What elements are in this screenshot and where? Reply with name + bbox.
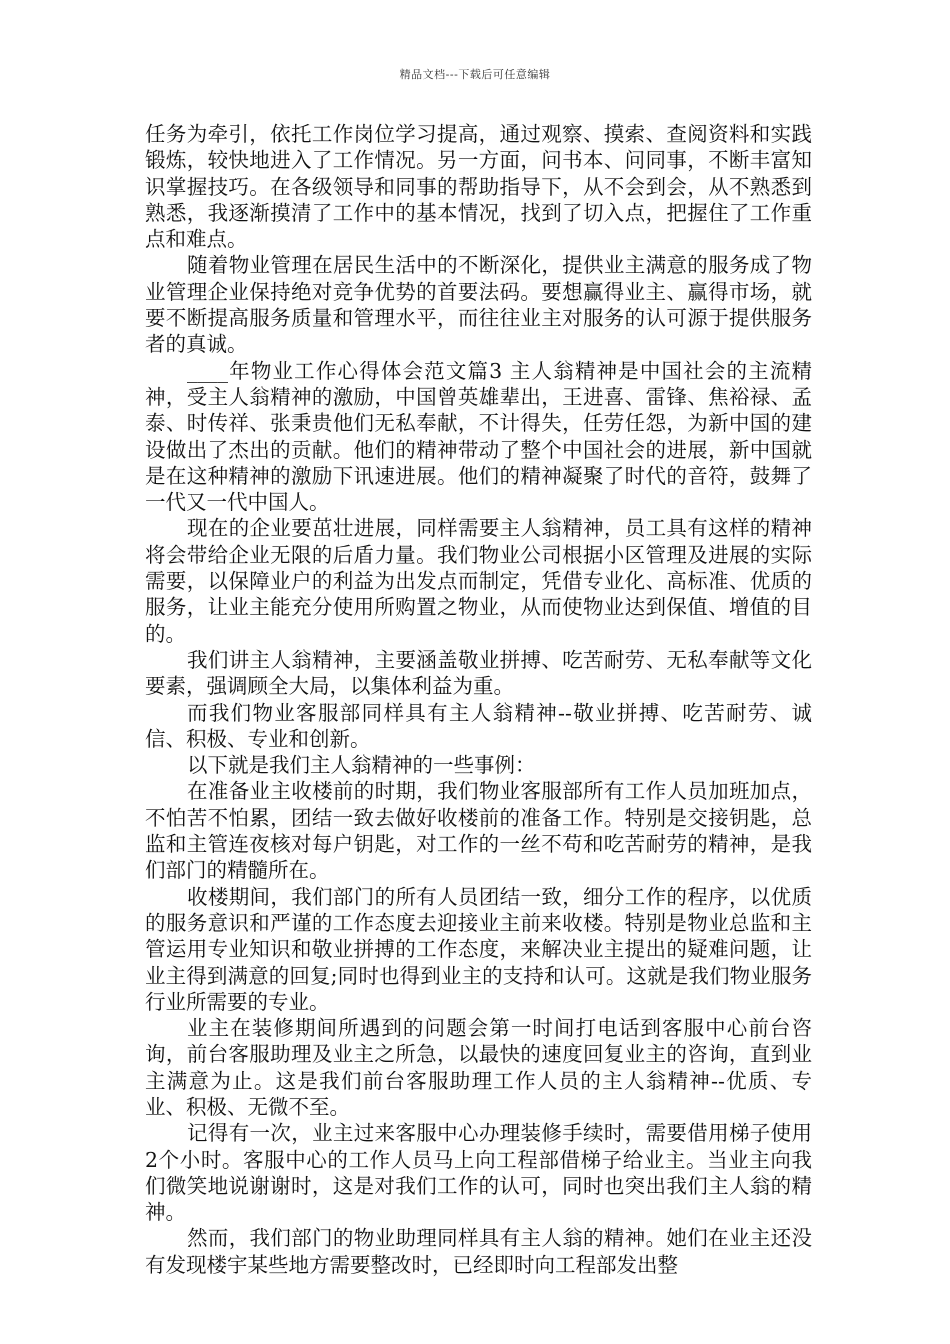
paragraph-2: 随着物业管理在居民生活中的不断深化，提供业主满意的服务成了物业管理企业保持绝对竞争优势的首要法码。要想赢得业主、赢得市场，就要不断提高服务质量和管理水平，而往往业主对服务的认可源于提供服务者的真诚。 — [145, 253, 812, 357]
document-body — [145, 121, 812, 1278]
page-header: 精品文档---下载后可任意编辑 — [399, 68, 551, 81]
paragraph-8: 在准备业主收楼前的时期，我们物业客服部所有工作人员加班加点，不怕苦不怕累，团结一致去做好收楼前的准备工作。特别是交接钥匙，总监和主管连夜核对每户钥匙，对工作的一丝不苟和吃苦耐劳的精神，是我们部门的精髓所在。 — [145, 779, 812, 883]
paragraph-1: 任务为牵引，依托工作岗位学习提高，通过观察、摸索、查阅资料和实践锻炼，较快地进入了工作情况。另一方面，问书本、问同事，不断丰富知识掌握技巧。在各级领导和同事的帮助指导下，从不会到会，从不熟悉到熟悉，我逐渐摸清了工作中的基本情况，找到了切入点，把握住了工作重点和难点。 — [145, 122, 812, 252]
paragraph-9: 收楼期间，我们部门的所有人员团结一致，细分工作的程序，以优质的服务意识和严谨的工作态度去迎接业主前来收楼。特别是物业总监和主管运用专业知识和敬业拼搏的工作态度，来解决业主提出的疑难问题，让业主得到满意的回复;同时也得到业主的支持和认可。这就是我们物业服务行业所需要的专业。 — [145, 884, 812, 1014]
paragraph-6: 而我们物业客服部同样具有主人翁精神--敬业拼搏、吃苦耐劳、诚信、积极、专业和创新。 — [145, 700, 812, 751]
paragraph-3: ____年物业工作心得体会范文篇3 主人翁精神是中国社会的主流精神，受主人翁精神的激励，中国曾英雄辈出，王进喜、雷锋、焦裕禄、孟泰、时传祥、张秉贵他们无私奉献，不计得失，任劳任怨，为新中国的建设做出了杰出的贡献。他们的精神带动了整个中国社会的进展，新中国就是在这种精神的激励下讯速进展。他们的精神凝聚了时代的音符，鼓舞了一代又一代中国人。 — [145, 358, 812, 515]
paragraph-5: 我们讲主人翁精神，主要涵盖敬业拼搏、吃苦耐劳、无私奉献等文化要素，强调顾全大局，以集体利益为重。 — [145, 647, 812, 699]
paragraph-7: 以下就是我们主人翁精神的一些事例： — [187, 753, 536, 778]
paragraph-4: 现在的企业要茁壮进展，同样需要主人翁精神，员工具有这样的精神将会带给企业无限的后盾力量。我们物业公司根据小区管理及进展的实际需要，以保障业户的利益为出发点而制定，凭借专业化、高标准、优质的服务，让业主能充分使用所购置之物业，从而使物业达到保值、增值的目的。 — [145, 516, 812, 646]
paragraph-10: 业主在装修期间所遇到的问题会第一时间打电话到客服中心前台咨询，前台客服助理及业主之所急，以最快的速度回复业主的咨询，直到业主满意为止。这是我们前台客服助理工作人员的主人翁精神--优质、专业、积极、无微不至。 — [145, 1016, 812, 1119]
paragraph-11: 记得有一次，业主过来客服中心办理装修手续时，需要借用梯子使用2个小时。客服中心的工作人员马上向工程部借梯子给业主。当业主向我们微笑地说谢谢时，这是对我们工作的认可，同时也突出我们主人翁的精神。 — [145, 1121, 812, 1225]
paragraph-12: 然而，我们部门的物业助理同样具有主人翁的精神。她们在业主还没有发现楼宇某些地方需要整改时，已经即时向工程部发出整 — [145, 1226, 812, 1277]
